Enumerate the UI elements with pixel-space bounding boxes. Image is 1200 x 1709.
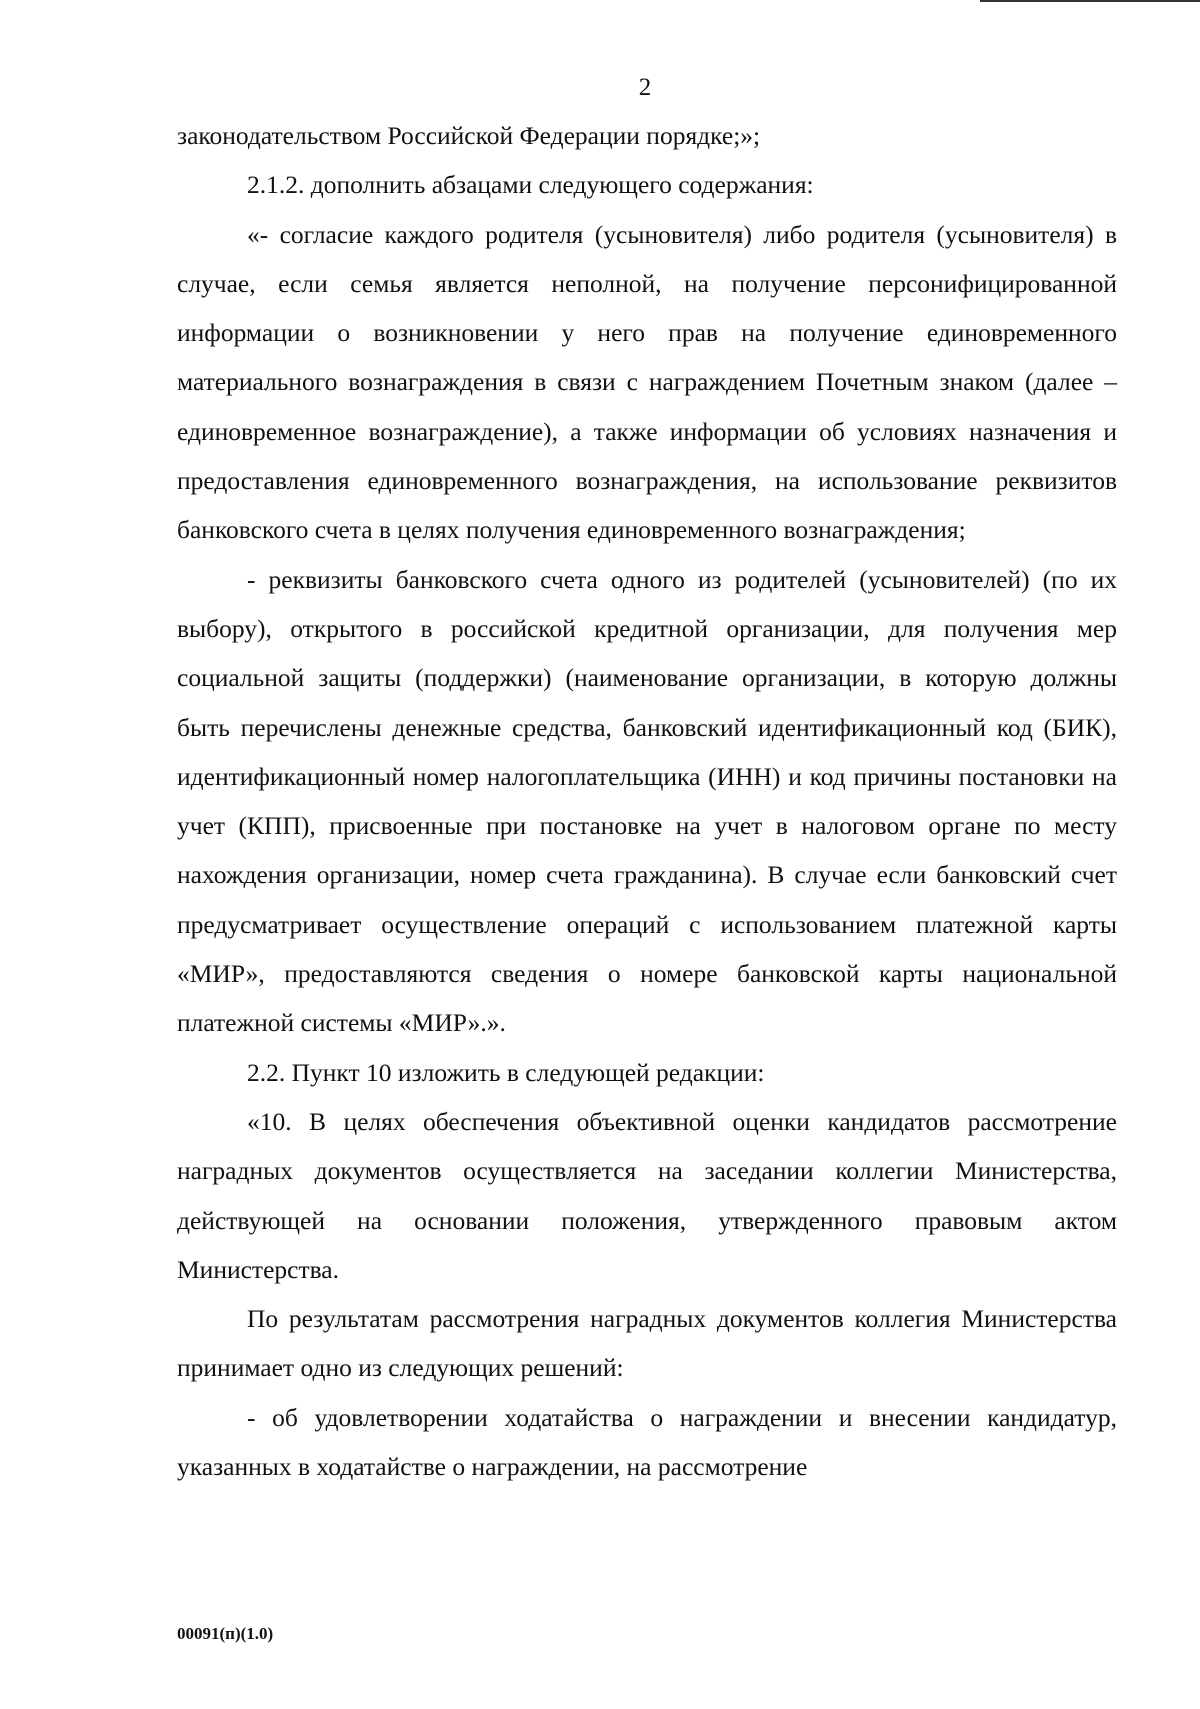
paragraph-6: «10. В целях обеспечения объективной оценки кандидатов рассмотрение наградных документов осуществляется на заседании коллегии Министерства, действующей на основании положения, утвержденного правовым актом Министерства. — [177, 1106, 1117, 1284]
paragraph-2: 2.1.2. дополнить абзацами следующего содержания: — [247, 170, 814, 200]
paragraph-7: По результатам рассмотрения наградных документов коллегия Министерства принимает одно из следующих решений: — [177, 1304, 1117, 1383]
paragraph-8: - об удовлетворении ходатайства о награждении и внесении кандидатур, указанных в ходатайстве о награждении, на рассмотрение — [177, 1402, 1117, 1482]
paragraph-4: - реквизиты банковского счета одного из родителей (усыновителей) (по их выбору), открытого в российской кредитной организации, для получения мер социальной защиты (поддержки) (наименование организации, в которую должны быть перечислены денежные средства, банковский идентификационный код (БИК), идентификационный номер налогоплательщика (ИНН) и код причины постановки на учет (КПП), присвоенные при постановке на учет в налоговом органе по месту нахождения организации, номер счета гражданина). В случае если банковский счет предусматривает осуществление операций с использованием платежной карты «МИР», предоставляются сведения о номере банковской карты национальной платежной системы «МИР».». — [177, 564, 1117, 1038]
paragraph-1: законодательством Российской Федерации порядке;»; — [177, 121, 761, 150]
paragraph-5: 2.2. Пункт 10 изложить в следующей редакции: — [247, 1057, 765, 1087]
document-body — [177, 111, 1117, 1491]
scan-edge-line — [980, 0, 1200, 2]
page-number: 2 — [638, 74, 652, 101]
paragraph-3: «- согласие каждого родителя (усыновителя) либо родителя (усыновителя) в случае, если семья является неполной, на получение персонифицированной информации о возникновении у него прав на получение единовременного материального вознаграждения в связи с награждением Почетным знаком (далее – единовременное вознаграждение), а также информации об условиях назначения и предоставления единовременного вознаграждения, на использование реквизитов банковского счета в целях получения единовременного вознаграждения; — [177, 219, 1117, 545]
document-code: 00091(п)(1.0) — [177, 1624, 274, 1643]
